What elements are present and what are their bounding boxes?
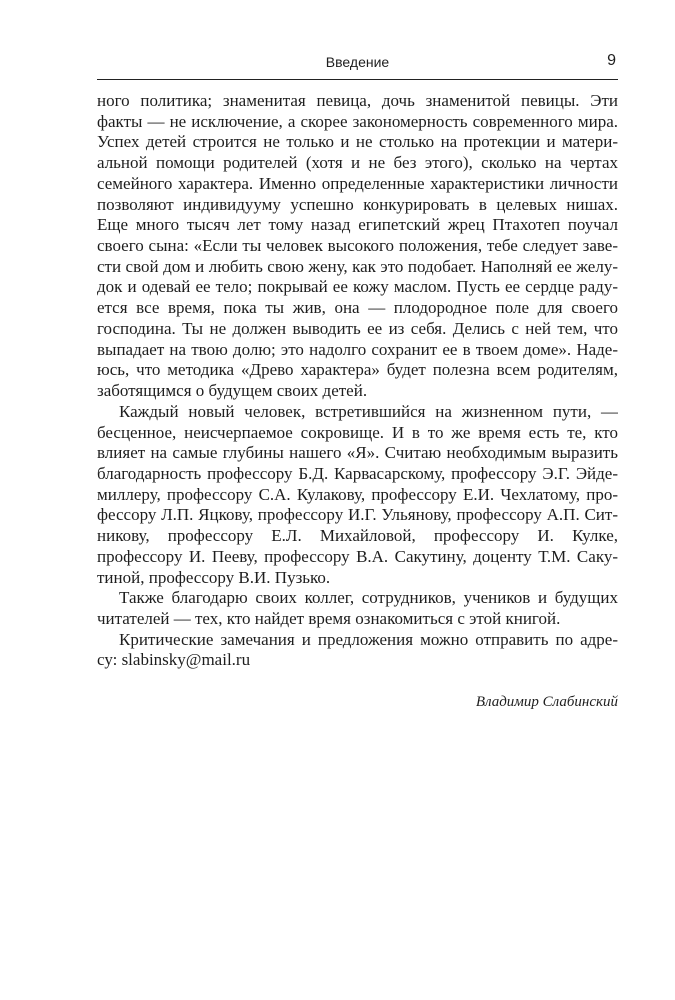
paragraph — [97, 91, 618, 402]
page-number: 9 — [607, 52, 616, 69]
text-line: факты — не исключение, а скорее закономерность современного мира. — [97, 111, 618, 131]
text-line: миллеру, профессору С.А. Кулакову, профессору Е.И. Чехлатому, про- — [97, 484, 618, 504]
running-header — [97, 52, 618, 76]
text-line: позволяют индивидууму успешно конкурировать в целевых нишах. — [97, 194, 618, 214]
text-line: фессору Л.П. Яцкову, профессору И.Г. Ульянову, профессору А.П. Сит- — [97, 505, 618, 525]
text-line: господина. Ты не должен выводить ее из себя. Делись с ней тем, что — [97, 318, 618, 338]
text-line: своего сына: «Если ты человек высокого положения, тебе следует заве- — [97, 236, 618, 256]
text-line: ного политика; знаменитая певица, дочь знаменитой певицы. Эти — [97, 91, 618, 110]
author-signature: Владимир Слабинский — [475, 694, 618, 710]
text-line: Успех детей строится не только и не столько на протекции и матери- — [97, 132, 618, 152]
text-line: влияет на самые глубины нашего «Я». Считаю необходимым выразить — [97, 443, 618, 463]
header-rule — [97, 79, 618, 80]
text-line: Каждый новый человек, встретившийся на жизненном пути, — — [119, 401, 618, 421]
text-line: профессору И. Пееву, профессору В.А. Сакутину, доценту Т.М. Саку- — [97, 546, 618, 566]
text-line: выпадает на твою долю; это надолго сохранит ее в твоем доме». Наде- — [97, 339, 618, 359]
text-line: читателей — тех, кто найдет время ознакомиться с этой книгой. — [97, 608, 561, 628]
text-line: сти свой дом и любить свою жену, как это подобает. Наполняй ее желу- — [97, 256, 618, 276]
text-line: юсь, что методика «Древо характера» будет полезна всем родителям, — [97, 360, 618, 380]
text-line: Критические замечания и предложения можно отправить по адре- — [119, 629, 618, 649]
text-line: семейного характера. Именно определенные характеристики личности — [97, 173, 618, 193]
text-line: тиной, профессору В.И. Пузько. — [97, 567, 331, 587]
paragraph — [97, 630, 618, 671]
body-text — [97, 91, 618, 671]
text-line: заботящимся о будущем своих детей. — [97, 381, 368, 401]
text-line: альной помощи родителей (хотя и не без этого), сколько на чертах — [97, 153, 618, 173]
text-line: благодарность профессору Б.Д. Карвасарскому, профессору Э.Г. Эйде- — [97, 463, 618, 483]
text-line: Еще много тысяч лет тому назад египетский жрец Птахотеп поучал — [97, 215, 618, 235]
text-line: су: slabinsky@mail.ru — [97, 650, 251, 670]
text-line: Также благодарю своих коллег, сотрудников, учеников и будущих — [119, 588, 618, 608]
paragraph — [97, 588, 618, 629]
text-line: бесценное, неисчерпаемое сокровище. И в то же время есть те, кто — [97, 422, 618, 442]
text-line: док и одевай ее тело; покрывай ее кожу маслом. Пусть ее сердце раду- — [97, 277, 618, 297]
paragraph — [97, 402, 618, 588]
text-line: никову, профессору Е.Л. Михайловой, профессору И. Кулке, — [97, 526, 618, 546]
text-line: ется все время, пока ты жив, она — плодородное поле для своего — [97, 298, 618, 318]
section-title: Введение — [325, 54, 390, 70]
